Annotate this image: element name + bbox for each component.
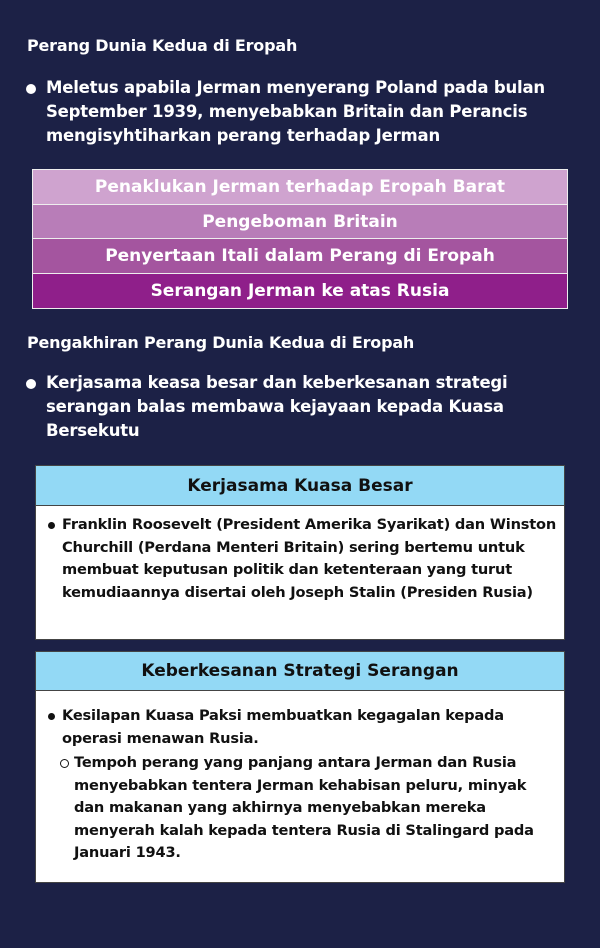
box-subpoint: Tempoh perang yang panjang antara Jerman dan Rusia menyebabkan tentera Jerman kehabisan peluru, minyak dan makanan yang akhirnya menyebabkan mereka menyerah kalah kepada tentera Rusia di Stalingard pada Januari 1943. [74, 752, 558, 865]
info-box-cooperation [35, 465, 565, 640]
stage-row: Pengeboman Britain [33, 205, 567, 240]
box-title: Keberkesanan Strategi Serangan [36, 652, 564, 691]
stages-list [32, 169, 568, 309]
box-point: Kesilapan Kuasa Paksi membuatkan kegagalan kepada operasi menawan Rusia. [62, 705, 558, 750]
stage-row: Penaklukan Jerman terhadap Eropah Barat [33, 170, 567, 205]
section-title: Pengakhiran Perang Dunia Kedua di Eropah [27, 333, 415, 352]
bullet-point: Meletus apabila Jerman menyerang Poland pada bulan September 1939, menyebabkan Britain dan Perancis mengisyhtiharkan perang terhadap Jerman [24, 76, 574, 148]
info-box-strategy [35, 651, 565, 883]
bullet-point: Kerjasama keasa besar dan keberkesanan strategi serangan balas membawa kejayaan kepada Kuasa Bersekutu [24, 371, 544, 443]
box-point: Franklin Roosevelt (President Amerika Syarikat) dan Winston Churchill (Perdana Menteri Britain) sering bertemu untuk membuat keputusan politik dan ketenteraan yang turut kemudiaannya disertai oleh Joseph Stalin (Presiden Rusia) [62, 514, 558, 604]
section-title: Perang Dunia Kedua di Eropah [27, 36, 298, 55]
box-title: Kerjasama Kuasa Besar [36, 466, 564, 506]
stage-row: Serangan Jerman ke atas Rusia [33, 274, 567, 309]
stage-row: Penyertaan Itali dalam Perang di Eropah [33, 239, 567, 274]
